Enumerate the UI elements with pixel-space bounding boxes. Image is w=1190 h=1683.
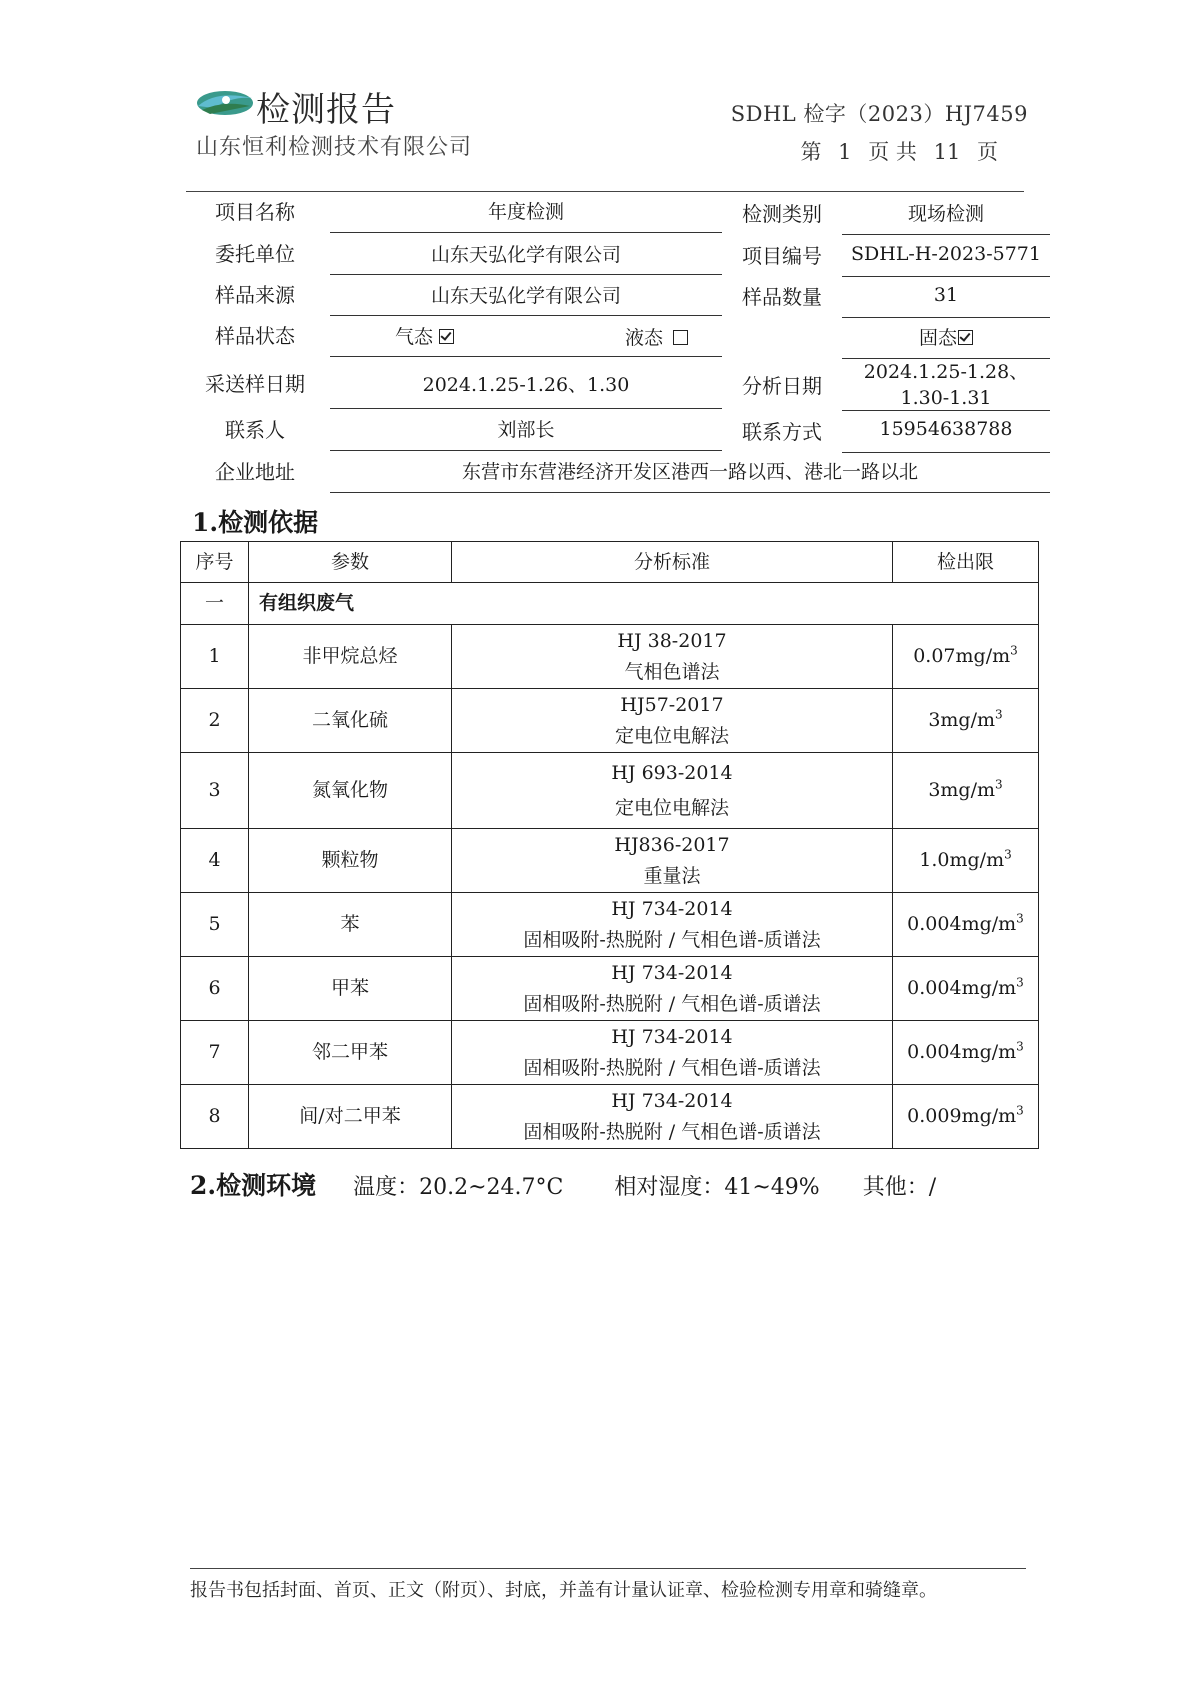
page-indicator: 第 1 页 共 11 页 xyxy=(800,140,998,164)
row-param: 颗粒物 xyxy=(249,829,452,893)
row-standard: HJ57-2017 定电位电解法 xyxy=(452,689,893,753)
row-no: 3 xyxy=(181,753,249,829)
row-limit: $0.004mg/m^3$ xyxy=(893,957,1039,1021)
sample-qty-label: 样品数量 xyxy=(742,285,822,309)
company-logo-icon xyxy=(196,86,254,120)
phone-label: 联系方式 xyxy=(742,420,822,444)
state-solid-option: 固态 xyxy=(842,323,1050,350)
row-standard: HJ 734-2014 固相吸附-热脱附 / 气相色谱-质谱法 xyxy=(452,1085,893,1149)
underline xyxy=(330,450,722,451)
row-limit: $1.0mg/m^3$ xyxy=(893,829,1039,893)
basis-table xyxy=(180,541,1039,1149)
row-param: 间/对二甲苯 xyxy=(249,1085,452,1149)
underline xyxy=(330,315,722,316)
project-no-value: SDHL-H-2023-5771 xyxy=(851,243,1041,265)
col-header-no: 序号 xyxy=(181,542,249,583)
row-param: 氮氧化物 xyxy=(249,753,452,829)
row-no: 1 xyxy=(181,625,249,689)
row-standard: HJ 693-2014 定电位电解法 xyxy=(452,753,893,829)
section-title-basis: 1.检测依据 xyxy=(192,508,319,537)
state-gas-option: 气态 xyxy=(395,322,454,349)
state-liquid-option: 液态 xyxy=(625,323,688,350)
address-value: 东营市东营港经济开发区港西一路以西、港北一路以北 xyxy=(461,461,918,483)
sample-source-value: 山东天弘化学有限公司 xyxy=(430,285,621,307)
table-row xyxy=(181,689,1039,753)
sampling-date-value: 2024.1.25-1.26、1.30 xyxy=(422,374,630,396)
row-limit: $3mg/m^3$ xyxy=(893,753,1039,829)
underline xyxy=(842,276,1050,277)
underline xyxy=(330,232,722,233)
underline xyxy=(330,274,722,275)
test-type-value: 现场检测 xyxy=(907,203,984,225)
phone-value: 15954638788 xyxy=(879,418,1013,440)
row-standard: HJ 38-2017 气相色谱法 xyxy=(452,625,893,689)
footer-note: 报告书包括封面、首页、正文（附页）、封底，并盖有计量认证章、检验检测专用章和骑缝章。 xyxy=(190,1580,937,1601)
group-name: 有组织废气 xyxy=(249,583,1039,625)
col-header-param: 参数 xyxy=(249,542,452,583)
row-standard: HJ 734-2014 固相吸附-热脱附 / 气相色谱-质谱法 xyxy=(452,1021,893,1085)
col-header-standard: 分析标准 xyxy=(452,542,893,583)
group-no: 一 xyxy=(181,583,249,625)
table-row xyxy=(181,829,1039,893)
row-no: 8 xyxy=(181,1085,249,1149)
humidity-value: 相对湿度：41~49% xyxy=(614,1175,820,1200)
contact-value: 刘部长 xyxy=(497,419,555,441)
section-title-environment: 2.检测环境 xyxy=(190,1171,317,1200)
row-limit: $0.07mg/m^3$ xyxy=(893,625,1039,689)
sampling-date-label: 采送样日期 xyxy=(205,372,305,396)
row-limit: $0.004mg/m^3$ xyxy=(893,893,1039,957)
underline xyxy=(842,410,1050,411)
table-row xyxy=(181,957,1039,1021)
underline xyxy=(330,408,722,409)
underline xyxy=(330,356,722,357)
row-limit: $3mg/m^3$ xyxy=(893,689,1039,753)
report-number: SDHL 检字（2023）HJ7459 xyxy=(730,102,1028,126)
row-standard: HJ836-2017 重量法 xyxy=(452,829,893,893)
row-param: 二氧化硫 xyxy=(249,689,452,753)
client-label: 委托单位 xyxy=(215,242,295,266)
row-no: 2 xyxy=(181,689,249,753)
checkbox-checked-icon xyxy=(439,329,454,344)
table-row xyxy=(181,1085,1039,1149)
row-param: 甲苯 xyxy=(249,957,452,1021)
group-row xyxy=(181,583,1039,625)
table-header-row xyxy=(181,542,1039,583)
row-no: 7 xyxy=(181,1021,249,1085)
test-type-label: 检测类别 xyxy=(742,202,822,226)
col-header-limit: 检出限 xyxy=(893,542,1039,583)
sample-source-label: 样品来源 xyxy=(215,283,295,307)
underline xyxy=(842,452,1050,453)
header-divider xyxy=(186,191,1024,192)
row-limit: $0.004mg/m^3$ xyxy=(893,1021,1039,1085)
row-no: 6 xyxy=(181,957,249,1021)
row-no: 5 xyxy=(181,893,249,957)
underline xyxy=(842,317,1050,318)
client-value: 山东天弘化学有限公司 xyxy=(430,244,621,266)
company-name: 山东恒利检测技术有限公司 xyxy=(196,135,473,160)
report-title: 检测报告 xyxy=(256,90,396,130)
sample-state-label: 样品状态 xyxy=(215,324,295,348)
row-param: 非甲烷总烃 xyxy=(249,625,452,689)
project-no-label: 项目编号 xyxy=(742,244,822,268)
checkbox-checked-icon xyxy=(958,330,973,345)
table-row xyxy=(181,753,1039,829)
contact-label: 联系人 xyxy=(225,418,285,442)
row-standard: HJ 734-2014 固相吸附-热脱附 / 气相色谱-质谱法 xyxy=(452,957,893,1021)
table-row xyxy=(181,893,1039,957)
table-row xyxy=(181,625,1039,689)
underline xyxy=(330,492,1050,493)
temperature-value: 温度：20.2~24.7°C xyxy=(353,1175,564,1200)
other-value: 其他：/ xyxy=(862,1175,937,1200)
row-no: 4 xyxy=(181,829,249,893)
underline xyxy=(842,234,1050,235)
row-limit: $0.009mg/m^3$ xyxy=(893,1085,1039,1149)
environment-line xyxy=(190,1166,936,1202)
address-label: 企业地址 xyxy=(215,460,295,484)
analysis-date-value: 2024.1.25-1.28、 1.30-1.31 xyxy=(863,361,1029,409)
row-param: 邻二甲苯 xyxy=(249,1021,452,1085)
table-row xyxy=(181,1021,1039,1085)
checkbox-unchecked-icon xyxy=(673,330,688,345)
project-name-value: 年度检测 xyxy=(487,201,564,223)
sample-qty-value: 31 xyxy=(933,284,959,306)
footer-divider xyxy=(190,1568,1026,1569)
analysis-date-label: 分析日期 xyxy=(742,374,822,398)
project-name-label: 项目名称 xyxy=(215,200,295,224)
row-standard: HJ 734-2014 固相吸附-热脱附 / 气相色谱-质谱法 xyxy=(452,893,893,957)
row-param: 苯 xyxy=(249,893,452,957)
